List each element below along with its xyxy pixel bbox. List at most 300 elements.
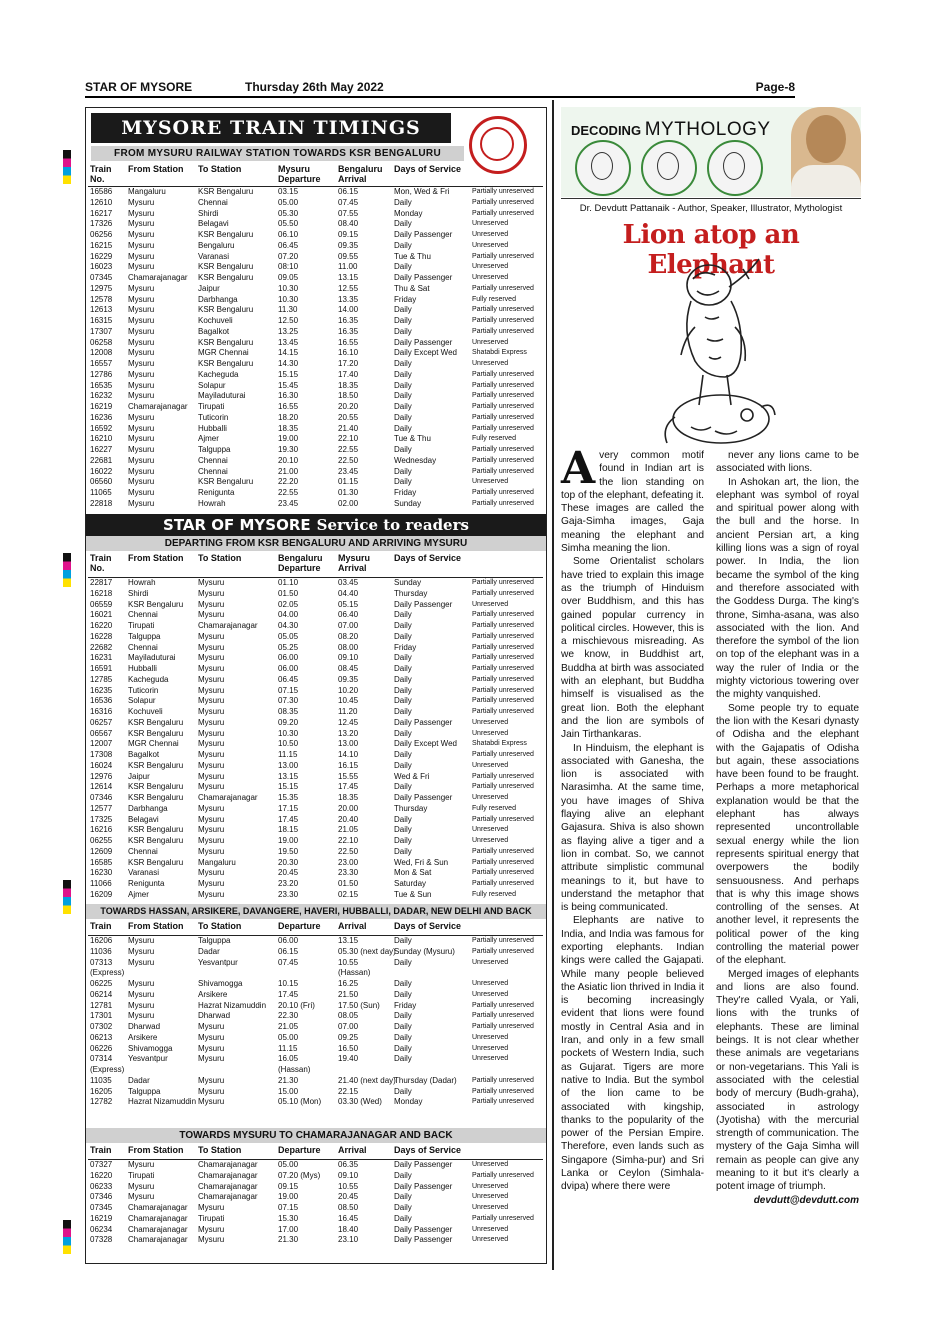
- table-row: [88, 338, 543, 349]
- color-bar-bottom: [63, 1220, 71, 1254]
- table-cell: Mysuru: [198, 750, 225, 759]
- table-cell: 06258: [90, 337, 113, 347]
- column-header: Train: [90, 921, 112, 931]
- column-header: Train No.: [90, 164, 112, 184]
- table-cell: Daily: [394, 685, 412, 695]
- table-cell: Mysuru: [128, 936, 155, 945]
- table-row: [88, 739, 543, 750]
- paper-name: STAR OF MYSORE: [85, 80, 193, 94]
- table-cell: Daily: [394, 979, 412, 988]
- table-cell: KSR Bengaluru: [198, 305, 254, 315]
- table-cell: Unreserved: [472, 1161, 509, 1168]
- table-cell: Partially unreserved: [472, 489, 534, 496]
- table-cell: Howrah: [198, 498, 226, 508]
- table-cell: Unreserved: [472, 761, 509, 769]
- table-row: [88, 305, 543, 316]
- table-cell: Thursday: [394, 588, 428, 598]
- table-cell: Partially unreserved: [472, 1001, 534, 1009]
- article-paragraph: Some Orientalist scholars have tried to explain this image as the triumph of Hinduism over Buddhism, and this has gained popular currency in political circles. However, this is a mischievous misreading. As we know, in Buddhist art, Buddha at birth was associated with an elephant, but Buddha himself is visualised as the great lion. Both the elephant and the lion are symbols of Jain Tirthankaras.: [561, 556, 704, 741]
- table-cell: Daily: [394, 380, 412, 390]
- table-cell: Daily: [394, 631, 412, 641]
- table-row: [88, 632, 543, 643]
- table-cell: 22818: [90, 498, 113, 508]
- table-cell: 10.55: [338, 957, 359, 967]
- table-row: [88, 1203, 543, 1214]
- table-cell: Tuticorin: [128, 685, 159, 695]
- table-cell: 05.00: [278, 197, 299, 207]
- table-cell: Mysuru: [198, 1075, 225, 1085]
- table-cell: Chamarajanagar: [198, 793, 258, 802]
- table-cell: 13.20: [338, 728, 359, 738]
- table-cell: Partially unreserved: [472, 858, 534, 866]
- column-header: To Station: [198, 921, 242, 931]
- table-cell: 12578: [90, 294, 113, 304]
- table-cell: Mysuru: [128, 1192, 155, 1202]
- table-row: [88, 262, 543, 273]
- table-cell: Shivamogga: [198, 979, 243, 988]
- table-cell: 06256: [90, 230, 113, 239]
- table-cell: Mysuru: [128, 477, 155, 487]
- table-cell: Daily Passenger: [394, 273, 453, 282]
- table-row: [88, 467, 543, 478]
- table-cell: Kacheguda: [128, 674, 169, 684]
- table-cell: Solapur: [198, 380, 226, 390]
- table-cell: 16.35: [338, 326, 359, 336]
- table-cell: 16.05: [278, 1054, 299, 1064]
- table-cell: Renigunta: [198, 488, 235, 497]
- table-cell: Unreserved: [472, 1044, 509, 1052]
- table-cell: 13.15: [338, 273, 359, 282]
- table-row: [88, 968, 543, 979]
- table-cell: Partially unreserved: [472, 403, 534, 410]
- table-cell: 16.15: [338, 760, 359, 770]
- drop-cap: A: [561, 443, 596, 494]
- table-cell: 17.00: [278, 1224, 299, 1234]
- table-cell: KSR Bengaluru: [198, 337, 254, 347]
- table-cell: 15.45: [278, 380, 299, 390]
- table-cell: 16216: [90, 825, 113, 835]
- table-cell: 04.30: [278, 621, 299, 630]
- table-cell: 06.35: [338, 1160, 359, 1169]
- table-cell: 03.45: [338, 578, 359, 587]
- section2-table: [88, 553, 543, 901]
- table-cell: 20.10 (Fri): [278, 1000, 315, 1010]
- column-header: Departure: [278, 921, 321, 931]
- table-row: [88, 273, 543, 284]
- column-header: From Station: [128, 164, 184, 174]
- table-cell: 16235: [90, 685, 113, 695]
- table-cell: Thursday (Dadar): [394, 1075, 457, 1085]
- table-cell: 07.45: [338, 197, 359, 207]
- table-cell: Darbhanga: [128, 803, 168, 813]
- table-row: [88, 1225, 543, 1236]
- table-cell: 22817: [90, 578, 113, 587]
- table-cell: 07.00: [338, 621, 359, 630]
- table-cell: Sunday: [394, 578, 422, 587]
- table-cell: Daily: [394, 728, 412, 738]
- table-cell: Mysuru: [198, 1022, 225, 1031]
- table-cell: Mysuru: [198, 1043, 225, 1053]
- table-cell: Unreserved: [472, 1033, 509, 1041]
- table-cell: Chamarajanagar: [128, 402, 188, 411]
- table-cell: Partially unreserved: [472, 1076, 534, 1084]
- table-cell: 12.50: [278, 316, 299, 325]
- table-cell: Daily: [394, 750, 412, 759]
- table-cell: 15.35: [278, 793, 299, 802]
- table-cell: 23.00: [338, 857, 359, 867]
- table-cell: Varanasi: [198, 251, 229, 261]
- table-cell: 06559: [90, 599, 113, 609]
- table-cell: Daily: [394, 445, 412, 454]
- column-header: Mysuru Departure: [278, 164, 321, 184]
- table-cell: 16219: [90, 1213, 113, 1223]
- table-cell: Mysuru: [198, 642, 225, 652]
- table-cell: Chennai: [198, 455, 228, 465]
- table-cell: 15.15: [278, 369, 299, 379]
- table-cell: 12577: [90, 803, 113, 813]
- table-cell: 13.45: [278, 337, 299, 347]
- table-cell: 06.00: [278, 653, 299, 663]
- table-cell: Partially unreserved: [472, 499, 534, 507]
- column-header: From Station: [128, 921, 184, 931]
- table-cell: 04.40: [338, 588, 359, 598]
- table-cell: Unreserved: [472, 338, 509, 346]
- table-cell: Daily: [394, 782, 412, 792]
- table-cell: 20.10: [278, 455, 299, 465]
- table-cell: 14.00: [338, 305, 359, 315]
- table-cell: 19.40: [338, 1054, 359, 1064]
- column-header: Days of Service: [394, 921, 462, 931]
- table-cell: 14.15: [278, 348, 299, 358]
- table-cell: 02.00: [338, 498, 359, 508]
- table-cell: 16022: [90, 466, 113, 476]
- table-cell: 16557: [90, 359, 113, 368]
- table-cell: Mysuru: [198, 868, 225, 878]
- table-cell: 16.55: [278, 402, 299, 411]
- table-cell: Unreserved: [472, 241, 509, 249]
- table-cell: Partially unreserved: [472, 317, 534, 324]
- table-cell: 04.00: [278, 610, 299, 620]
- table-cell: Mysuru: [198, 879, 225, 888]
- table-row: [88, 836, 543, 847]
- table-cell: Partially unreserved: [472, 1023, 534, 1030]
- table-cell: 12613: [90, 305, 113, 315]
- table-row: [88, 219, 543, 230]
- table-cell: Mangaluru: [198, 857, 236, 867]
- table-cell: KSR Bengaluru: [128, 717, 184, 727]
- table-cell: Chamarajanagar: [198, 1170, 258, 1180]
- table-cell: Daily: [394, 1192, 412, 1202]
- table-cell: Daily: [394, 262, 412, 272]
- column-header: Departure: [278, 1145, 321, 1155]
- table-cell: 15.55: [338, 771, 359, 781]
- table-cell: Mysuru: [198, 631, 225, 641]
- table-cell: Daily: [394, 836, 412, 845]
- table-cell: Daily Passenger: [394, 793, 453, 802]
- table-cell: Daily: [394, 1203, 412, 1212]
- table-cell: Mysuru: [198, 664, 225, 673]
- decoding-label: DECODING: [571, 123, 642, 138]
- table-cell: KSR Bengaluru: [198, 230, 254, 239]
- table-cell: Partially unreserved: [472, 446, 534, 453]
- table-cell: 15.30: [278, 1213, 299, 1223]
- table-cell: Kochuveli: [198, 316, 233, 325]
- table-cell: Sunday (Mysuru): [394, 946, 455, 956]
- table-cell: 02.05: [278, 599, 299, 609]
- table-cell: 18.35: [278, 423, 299, 433]
- column-header: To Station: [198, 1145, 242, 1155]
- table-cell: 18.20: [278, 412, 299, 422]
- table-cell: Unreserved: [472, 1193, 509, 1201]
- table-cell: 09.10: [338, 1170, 359, 1180]
- mythology-label: MYTHOLOGY: [644, 119, 771, 140]
- table-cell: 16.30: [278, 391, 299, 401]
- table-cell: Shatabdi Express: [472, 349, 527, 357]
- table-cell: Jaipur: [128, 771, 150, 781]
- article-column-2: [716, 449, 859, 1207]
- table-cell: Partially unreserved: [472, 306, 534, 314]
- table-row: [88, 858, 543, 869]
- table-cell: 17308: [90, 750, 113, 759]
- section1-title: FROM MYSURU RAILWAY STATION TOWARDS KSR BENGALURU: [91, 146, 464, 161]
- table-cell: 18.35: [338, 793, 359, 802]
- table-cell: Friday: [394, 642, 417, 652]
- table-row: [88, 686, 543, 697]
- deity-medallion-icon: [641, 140, 697, 196]
- table-cell: 10.50: [278, 739, 299, 749]
- table-row: [88, 600, 543, 611]
- table-cell: Mysuru: [128, 337, 155, 347]
- table-cell: 19.00: [278, 434, 299, 444]
- table-cell: 06213: [90, 1032, 113, 1042]
- table-cell: Dharwad: [128, 1022, 161, 1031]
- table-cell: Belagavi: [128, 814, 159, 824]
- table-cell: 08.45: [338, 664, 359, 673]
- table-cell: 21.50: [338, 989, 359, 999]
- table-cell: Mysuru: [128, 326, 155, 336]
- table-cell: Daily: [394, 391, 412, 401]
- table-row: [88, 847, 543, 858]
- table-row: [88, 187, 543, 198]
- table-cell: Thursday: [394, 803, 428, 813]
- table-cell: Daily: [394, 197, 412, 207]
- table-cell: 06233: [90, 1181, 113, 1191]
- table-cell: Unreserved: [472, 1182, 509, 1190]
- table-cell: 01.50: [338, 879, 359, 888]
- table-cell: Daily: [394, 359, 412, 368]
- table-row: [88, 327, 543, 338]
- table-cell: Partially unreserved: [472, 675, 534, 683]
- table-row: [88, 1214, 543, 1225]
- table-cell: Hubballi: [198, 423, 227, 433]
- table-cell: KSR Bengaluru: [198, 187, 254, 196]
- table-cell: Ajmer: [198, 434, 219, 444]
- table-cell: 22.30: [278, 1011, 299, 1021]
- table-cell: Unreserved: [472, 794, 509, 801]
- table-cell: 05.00: [278, 1032, 299, 1042]
- table-cell: Thu & Sat: [394, 283, 430, 293]
- table-cell: Belagavi: [198, 219, 229, 229]
- column-header: To Station: [198, 164, 242, 174]
- table-cell: 18.50: [338, 391, 359, 401]
- table-cell: Mysuru: [128, 348, 155, 358]
- table-row: [88, 772, 543, 783]
- table-cell: 16.55: [338, 337, 359, 347]
- table-cell: 12.45: [338, 717, 359, 727]
- table-cell: Chamarajanagar: [128, 273, 188, 282]
- table-cell: Daily: [394, 760, 412, 770]
- article-paragraph: very common motif found in Indian art is the lion standing on top of the elephant, defeating it. These images are called the Gaja-Simha images, Gaja meaning the elephant and Simha meaning the lion.: [561, 450, 704, 555]
- table-cell: Partially unreserved: [472, 937, 534, 944]
- table-cell: Mon, Wed & Fri: [394, 187, 450, 196]
- table-cell: Mangaluru: [128, 187, 166, 196]
- table-cell: 09.15: [338, 230, 359, 239]
- table-cell: 17.45: [278, 989, 299, 999]
- table-cell: Varanasi: [128, 868, 159, 878]
- table-cell: Mysuru: [198, 1097, 225, 1107]
- table-cell: 16.25: [338, 979, 359, 988]
- table-cell: 21.05: [338, 825, 359, 835]
- table-cell: Mysuru: [198, 685, 225, 695]
- table-cell: 23.10: [338, 1235, 359, 1245]
- table-cell: 02.15: [338, 889, 359, 899]
- table-row: [88, 1022, 543, 1033]
- table-cell: Mysuru: [128, 1011, 155, 1021]
- train-timings-panel: [85, 107, 547, 1264]
- table-cell: Partially unreserved: [472, 589, 534, 597]
- table-cell: Partially unreserved: [472, 611, 534, 619]
- table-cell: 07314: [90, 1054, 113, 1064]
- table-cell: 12975: [90, 283, 113, 293]
- table-cell: 23.30: [278, 889, 299, 899]
- table-cell: 09.15: [278, 1181, 299, 1191]
- table-cell: Unreserved: [472, 263, 509, 271]
- table-cell: KSR Bengaluru: [128, 782, 184, 792]
- table-cell: KSR Bengaluru: [128, 760, 184, 770]
- table-cell: 16535: [90, 380, 113, 390]
- table-cell: Partially unreserved: [472, 1214, 534, 1222]
- table-cell: Mysuru: [128, 283, 155, 293]
- table-row: [88, 295, 543, 306]
- table-cell: Partially unreserved: [472, 392, 534, 400]
- table-cell: 15.15: [278, 782, 299, 792]
- table-cell: 16024: [90, 760, 113, 770]
- table-cell: 06255: [90, 836, 113, 845]
- table-cell: Unreserved: [472, 231, 509, 238]
- table-cell: Chamarajanagar: [128, 1213, 188, 1223]
- table-cell: Unreserved: [472, 958, 509, 966]
- table-row: [88, 402, 543, 413]
- table-cell: (Hassan): [338, 968, 371, 978]
- table-cell: KSR Bengaluru: [128, 836, 184, 845]
- table-cell: 08.35: [278, 707, 299, 716]
- table-cell: Daily: [394, 653, 412, 663]
- table-cell: 08.40: [338, 219, 359, 229]
- table-cell: 07.45: [278, 957, 299, 967]
- table-row: [88, 1044, 543, 1055]
- table-cell: 16.50: [338, 1043, 359, 1053]
- table-row: [88, 1160, 543, 1171]
- table-row: [88, 252, 543, 263]
- table-cell: Mysuru: [128, 251, 155, 261]
- table-row: [88, 825, 543, 836]
- table-cell: 16220: [90, 1170, 113, 1180]
- table-cell: 16236: [90, 412, 113, 422]
- table-cell: Mysuru: [128, 208, 155, 218]
- table-cell: Mysuru: [128, 957, 155, 967]
- table-cell: 17.45: [278, 814, 299, 824]
- table-cell: Partially unreserved: [472, 622, 534, 629]
- table-cell: Bagalkot: [128, 750, 160, 759]
- table-cell: 19.00: [278, 1192, 299, 1202]
- table-cell: 21.30: [278, 1235, 299, 1245]
- table-cell: 16217: [90, 208, 113, 218]
- column-header: Train: [90, 1145, 112, 1155]
- table-row: [88, 750, 543, 761]
- table-cell: Daily Passenger: [394, 230, 453, 239]
- table-row: [88, 1065, 543, 1076]
- table-cell: KSR Bengaluru: [198, 262, 254, 272]
- column-header: Days of Service: [394, 164, 462, 174]
- table-cell: 16.10: [338, 348, 359, 358]
- table-cell: 21.40: [338, 423, 359, 433]
- article-title: Lion atop an Elephant: [622, 220, 800, 280]
- table-cell: 12610: [90, 197, 113, 207]
- table-cell: 09.35: [338, 240, 359, 250]
- table-cell: Mysuru: [128, 316, 155, 325]
- page-number: Page-8: [755, 80, 795, 94]
- table-cell: 06234: [90, 1224, 113, 1234]
- table-row: [88, 1076, 543, 1087]
- table-cell: Mysuru: [128, 1160, 155, 1169]
- table-row: [88, 718, 543, 729]
- table-row: [88, 782, 543, 793]
- table-cell: 16591: [90, 664, 113, 673]
- service-tagline: Service to readers: [316, 516, 469, 534]
- table-cell: 13.15: [278, 771, 299, 781]
- table-cell: Daily Passenger: [394, 337, 453, 347]
- table-cell: 01.10: [278, 578, 299, 587]
- section3-title: TOWARDS HASSAN, ARSIKERE, DAVANGERE, HAVERI, HUBBALLI, DADAR, NEW DELHI AND BACK: [86, 904, 546, 919]
- table-row: [88, 793, 543, 804]
- table-cell: 08.00: [338, 642, 359, 652]
- table-cell: 09.05: [278, 273, 299, 282]
- table-cell: 13.00: [338, 739, 359, 749]
- table-cell: 06257: [90, 717, 113, 727]
- table-cell: Daily: [394, 1170, 412, 1180]
- table-cell: 16220: [90, 621, 113, 630]
- table-cell: Mysuru: [198, 599, 225, 609]
- table-cell: Partially unreserved: [472, 327, 534, 335]
- column-header: Days of Service: [394, 553, 462, 563]
- table-cell: 07313: [90, 957, 113, 967]
- table-cell: Mysuru: [128, 380, 155, 390]
- table-cell: 08.50: [338, 1203, 359, 1212]
- table-cell: 14.30: [278, 359, 299, 368]
- table-cell: 06226: [90, 1043, 113, 1053]
- table-cell: Mon & Sat: [394, 868, 432, 878]
- table-cell: 16585: [90, 857, 113, 867]
- table-cell: Mysuru: [128, 294, 155, 304]
- service-brand: STAR OF MYSORE: [163, 516, 311, 534]
- table-cell: Daily: [394, 466, 412, 476]
- table-cell: Talguppa: [198, 445, 231, 454]
- table-cell: Partially unreserved: [472, 209, 534, 217]
- table-row: [88, 761, 543, 772]
- table-cell: 06.10: [278, 230, 299, 239]
- article-column-1: [561, 443, 704, 1194]
- table-cell: 23.45: [278, 498, 299, 508]
